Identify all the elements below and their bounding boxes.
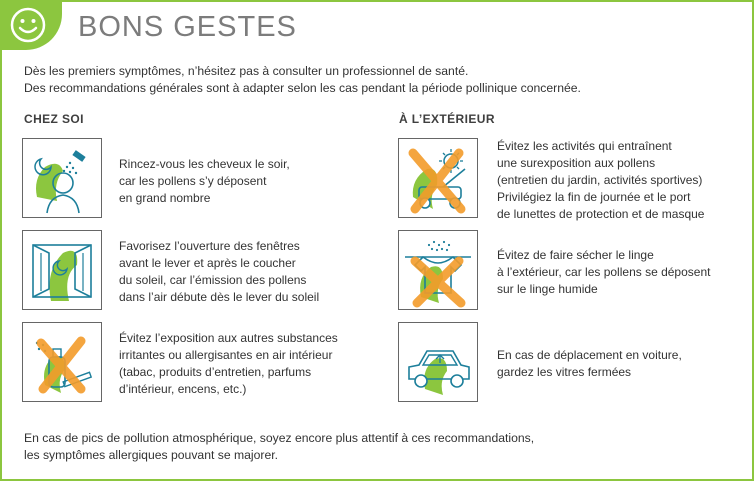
item-line: car les pollens s’y déposent <box>119 174 267 188</box>
item-line: gardez les vitres fermées <box>497 365 632 379</box>
item-line: à l’extérieur, car les pollens se déposent <box>497 265 711 279</box>
item-line: avant le lever et après le coucher <box>119 256 296 270</box>
item-line: Évitez l’exposition aux autres substances <box>119 331 338 345</box>
home-item-3-text <box>119 330 338 398</box>
item-line: en grand nombre <box>119 191 211 205</box>
home-item-2-text <box>119 238 319 306</box>
item-line: d’intérieur, encens, etc.) <box>119 382 247 396</box>
laundry-line-icon <box>398 230 478 310</box>
item-line: une surexposition aux pollens <box>497 156 656 170</box>
item-line: Évitez de faire sécher le linge <box>497 248 654 262</box>
car-window-icon <box>398 322 478 402</box>
lawnmower-sun-icon <box>398 138 478 218</box>
item-line: Favorisez l’ouverture des fenêtres <box>119 239 300 253</box>
page-title: BONS GESTES <box>78 11 297 43</box>
item-line: Rincez-vous les cheveux le soir, <box>119 157 290 171</box>
home-item-1-text <box>119 156 290 207</box>
intro-line: Dès les premiers symptômes, n’hésitez pas à consulter un professionnel de santé. <box>24 64 469 78</box>
window-icon <box>22 230 102 310</box>
item-line: irritantes ou allergisantes en air intérieur <box>119 348 333 362</box>
item-line: Privilégiez la fin de journée et le port <box>497 190 691 204</box>
outside-item-2-text <box>497 247 710 298</box>
item-line: de lunettes de protection et de masque <box>497 207 705 221</box>
item-line: (tabac, produits d’entretien, parfums <box>119 365 312 379</box>
intro-line: Des recommandations générales sont à adapter selon les cas pendant la période pollinique concernée. <box>24 81 581 95</box>
outro-line: les symptômes allergiques pouvant se majorer. <box>24 448 279 462</box>
item-line: (entretien du jardin, activités sportives) <box>497 173 703 187</box>
outside-item-3-text <box>497 347 682 381</box>
section-title-outside: À L’EXTÉRIEUR <box>399 112 495 126</box>
outside-item-1-text <box>497 138 704 223</box>
outro-line: En cas de pics de pollution atmosphérique, soyez encore plus attentif à ces recommandations, <box>24 431 535 445</box>
item-line: du soleil, car l’émission des pollens <box>119 273 307 287</box>
intro-text <box>24 63 581 97</box>
section-title-home: CHEZ SOI <box>24 112 84 126</box>
item-line: Évitez les activités qui entraînent <box>497 139 672 153</box>
spray-cigarette-icon <box>22 322 102 402</box>
item-line: En cas de déplacement en voiture, <box>497 348 682 362</box>
item-line: dans l’air débute dès le lever du soleil <box>119 290 320 304</box>
item-line: sur le linge humide <box>497 282 598 296</box>
smiley-icon <box>9 6 47 44</box>
outro-text <box>24 430 534 464</box>
shower-hair-icon <box>22 138 102 218</box>
